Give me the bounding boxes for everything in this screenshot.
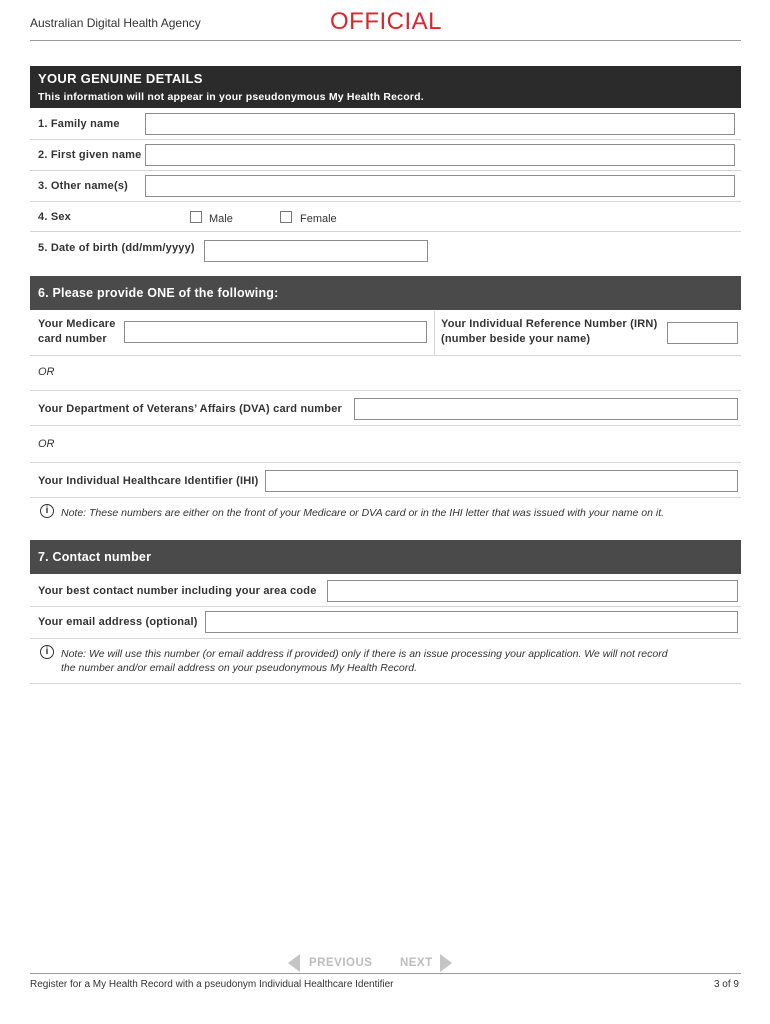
section-title: 6. Please provide ONE of the following: xyxy=(38,286,279,300)
triangle-right-icon[interactable] xyxy=(440,954,452,972)
sex-male-checkbox[interactable] xyxy=(190,211,202,223)
section-contact-header xyxy=(30,540,741,574)
divider xyxy=(30,170,741,171)
info-circle-icon: i xyxy=(40,645,54,659)
contact-note-line1: Note: We will use this number (or email address if provided) only if there is an issue processing your application. We will not record xyxy=(61,648,668,660)
ihi-label: Your Individual Healthcare Identifier (IHI) xyxy=(38,475,259,487)
medicare-number-input[interactable] xyxy=(124,321,427,343)
family-name-label: 1. Family name xyxy=(38,118,120,130)
first-name-input[interactable] xyxy=(145,144,735,166)
dva-label: Your Department of Veterans’ Affairs (DVA) card number xyxy=(38,403,342,415)
irn-label-line1: Your Individual Reference Number (IRN) xyxy=(441,318,658,330)
footer-divider xyxy=(30,973,741,974)
column-divider xyxy=(434,311,435,355)
dob-input[interactable] xyxy=(204,240,428,262)
divider xyxy=(30,462,741,463)
irn-input[interactable] xyxy=(667,322,738,344)
email-label: Your email address (optional) xyxy=(38,616,198,628)
dob-label: 5. Date of birth (dd/mm/yyyy) xyxy=(38,242,195,254)
ihi-input[interactable] xyxy=(265,470,738,492)
other-names-input[interactable] xyxy=(145,175,735,197)
or-label: OR xyxy=(38,366,55,378)
next-button[interactable]: NEXT xyxy=(400,957,433,969)
classification-label: OFFICIAL xyxy=(330,8,443,35)
sex-female-checkbox[interactable] xyxy=(280,211,292,223)
dva-number-input[interactable] xyxy=(354,398,738,420)
divider xyxy=(30,231,741,232)
footer-doc-title: Register for a My Health Record with a pseudonym Individual Healthcare Identifier xyxy=(30,979,394,990)
divider xyxy=(30,139,741,140)
irn-label-line2: (number beside your name) xyxy=(441,333,591,345)
divider xyxy=(30,638,741,639)
previous-button[interactable]: PREVIOUS xyxy=(309,957,373,969)
divider xyxy=(30,683,741,684)
email-input[interactable] xyxy=(205,611,738,633)
first-name-label: 2. First given name xyxy=(38,149,142,161)
identifier-note: Note: These numbers are either on the front of your Medicare or DVA card or in the IHI letter that was issued with your name on it. xyxy=(61,507,665,519)
divider xyxy=(30,497,741,498)
section-subtitle: This information will not appear in your pseudonymous My Health Record. xyxy=(38,91,424,103)
agency-name: Australian Digital Health Agency xyxy=(30,16,201,30)
divider xyxy=(30,201,741,202)
contact-note-line2: the number and/or email address on your pseudonymous My Health Record. xyxy=(61,662,418,674)
info-circle-icon: i xyxy=(40,504,54,518)
or-label: OR xyxy=(38,438,55,450)
page-number: 3 of 9 xyxy=(713,979,739,990)
section-title: 7. Contact number xyxy=(38,550,152,564)
divider xyxy=(30,606,741,607)
medicare-label-line2: card number xyxy=(38,333,107,345)
phone-input[interactable] xyxy=(327,580,738,602)
section-genuine-details-header xyxy=(30,66,741,108)
other-names-label: 3. Other name(s) xyxy=(38,180,129,192)
divider xyxy=(30,425,741,426)
medicare-label-line1: Your Medicare xyxy=(38,318,116,330)
section-title: YOUR GENUINE DETAILS xyxy=(38,71,203,86)
family-name-input[interactable] xyxy=(145,113,735,135)
divider xyxy=(30,355,741,356)
sex-male-label: Male xyxy=(209,213,233,225)
phone-label: Your best contact number including your area code xyxy=(38,585,317,597)
header-divider xyxy=(30,40,741,41)
sex-label: 4. Sex xyxy=(38,211,72,223)
section-identifiers-header xyxy=(30,276,741,310)
sex-female-label: Female xyxy=(300,213,337,225)
triangle-left-icon[interactable] xyxy=(288,954,300,972)
divider xyxy=(30,390,741,391)
